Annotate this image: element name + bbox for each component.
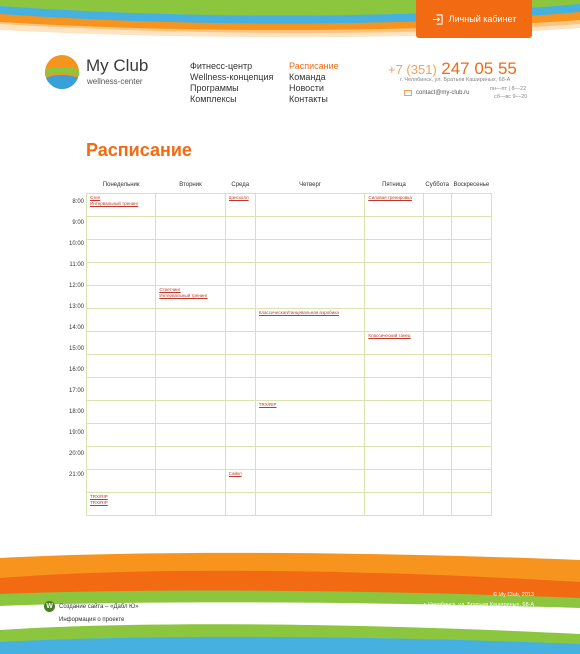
schedule-cell xyxy=(365,378,423,401)
time-label: 21:00 xyxy=(68,472,84,478)
class-link[interactable]: Силовая тренировка xyxy=(368,195,412,200)
schedule-cell xyxy=(451,470,491,493)
time-label: 8:00 xyxy=(72,199,84,205)
schedule-cell xyxy=(225,263,255,286)
schedule-cell xyxy=(423,447,451,470)
schedule-cell xyxy=(156,194,225,217)
footer-nav xyxy=(160,611,462,617)
schedule-cell xyxy=(255,493,365,516)
schedule-cell xyxy=(156,378,225,401)
schedule-cell xyxy=(156,355,225,378)
class-link[interactable]: Классическая/танцевальная аэробика xyxy=(258,310,339,315)
day-header: Пятница xyxy=(382,181,406,188)
class-link[interactable]: Классический танец xyxy=(368,333,411,338)
schedule-cell xyxy=(156,424,225,447)
schedule-cell xyxy=(423,470,451,493)
footer-address: г. Челябинск, ул. Братьев Кашириных, 68-А xyxy=(423,602,534,608)
schedule-cell xyxy=(156,263,225,286)
schedule-cell xyxy=(156,493,225,516)
schedule-cell xyxy=(255,355,365,378)
schedule-cell xyxy=(87,424,156,447)
schedule-cell xyxy=(87,194,156,217)
schedule-row xyxy=(87,470,492,493)
developer-logo-icon: W xyxy=(44,601,55,612)
class-link[interactable]: TRX/RIP xyxy=(90,500,108,505)
schedule-cell xyxy=(451,401,491,424)
footer-nav-item[interactable]: Wellness-концепция xyxy=(244,611,301,617)
schedule-row xyxy=(87,194,492,217)
day-header: Четверг xyxy=(299,181,321,188)
day-header: Воскресенье xyxy=(453,181,490,188)
schedule-cell xyxy=(225,217,255,240)
schedule-cell xyxy=(451,217,491,240)
schedule-cell xyxy=(451,332,491,355)
schedule-cell xyxy=(87,309,156,332)
schedule-cell xyxy=(451,194,491,217)
schedule-cell xyxy=(225,493,255,516)
logo-icon[interactable] xyxy=(44,54,80,90)
class-link[interactable]: Стретчинг xyxy=(159,287,181,292)
schedule-cell xyxy=(156,240,225,263)
envelope-icon xyxy=(404,90,412,96)
schedule-cell xyxy=(423,309,451,332)
footer-copyright-block xyxy=(410,592,534,608)
schedule-cell xyxy=(451,493,491,516)
schedule-header-row xyxy=(87,176,492,194)
schedule-cell xyxy=(423,263,451,286)
schedule-cell xyxy=(423,217,451,240)
schedule-cell xyxy=(87,286,156,309)
day-header: Суббота xyxy=(425,181,449,188)
schedule-cell xyxy=(365,263,423,286)
nav-item-team[interactable]: Команда xyxy=(289,72,326,82)
schedule-cell xyxy=(423,240,451,263)
phone-code: +7 (351) xyxy=(388,62,437,77)
schedule-cell xyxy=(255,309,365,332)
phone-main: 247 05 55 xyxy=(441,59,517,78)
logo-title[interactable]: My Club xyxy=(86,56,149,75)
schedule-cell xyxy=(225,309,255,332)
schedule-row xyxy=(87,240,492,263)
schedule-cell xyxy=(255,401,365,424)
footer-nav-item[interactable]: Расписание xyxy=(206,611,240,617)
schedule-cell xyxy=(156,286,225,309)
schedule-cell xyxy=(423,355,451,378)
schedule-cell xyxy=(255,240,365,263)
schedule-cell xyxy=(255,332,365,355)
schedule-cell xyxy=(225,447,255,470)
schedule-cell xyxy=(451,355,491,378)
login-icon xyxy=(432,14,443,25)
schedule-cell xyxy=(451,286,491,309)
logo-subtitle: wellness-center xyxy=(87,77,143,86)
nav-item-wellness[interactable]: Wellness-концепция xyxy=(190,72,274,82)
schedule-cell xyxy=(423,194,451,217)
schedule-cell xyxy=(87,493,156,516)
class-link[interactable]: TRX/RIP xyxy=(258,402,277,407)
schedule-row xyxy=(87,401,492,424)
schedule-cell xyxy=(423,286,451,309)
schedule-cell xyxy=(156,217,225,240)
personal-cabinet-button[interactable] xyxy=(416,0,532,38)
schedule-row xyxy=(87,332,492,355)
schedule-cell xyxy=(365,332,423,355)
nav-item-programs[interactable]: Программы xyxy=(190,83,239,93)
time-label: 12:00 xyxy=(68,283,84,289)
schedule-cell xyxy=(451,263,491,286)
address-text: г. Челябинск, ул. Братьев Кашириных, 68-А xyxy=(400,77,511,83)
schedule-cell xyxy=(225,286,255,309)
schedule-cell xyxy=(365,401,423,424)
schedule-row xyxy=(87,309,492,332)
schedule-row xyxy=(87,263,492,286)
footer-nav-item[interactable]: Программы xyxy=(334,611,367,617)
schedule-cell xyxy=(365,355,423,378)
footer-nav-item[interactable]: Фитнесс-центр xyxy=(160,611,202,617)
nav-item-complexes[interactable]: Комплексы xyxy=(190,94,237,104)
footer-credit-text: Создание сайта – «Дабл Ю» xyxy=(59,603,139,610)
time-label: 16:00 xyxy=(68,367,84,373)
schedule-cell xyxy=(255,263,365,286)
schedule-cell xyxy=(255,194,365,217)
schedule-cell xyxy=(87,355,156,378)
page-title: Расписание xyxy=(86,140,192,160)
schedule-cell xyxy=(87,217,156,240)
schedule-cell xyxy=(156,401,225,424)
schedule-cell xyxy=(87,470,156,493)
schedule-cell xyxy=(255,286,365,309)
schedule-cell xyxy=(87,332,156,355)
personal-cabinet-label: Личный кабинет xyxy=(448,14,517,24)
schedule-cell xyxy=(225,194,255,217)
time-label: 15:00 xyxy=(68,346,84,352)
schedule-cell xyxy=(87,401,156,424)
schedule-cell xyxy=(451,309,491,332)
schedule-cell xyxy=(225,470,255,493)
schedule-row xyxy=(87,355,492,378)
hours-weekend: сб—вс 9—20 xyxy=(494,94,528,100)
schedule-cell xyxy=(255,424,365,447)
time-label: 18:00 xyxy=(68,409,84,415)
schedule-cell xyxy=(156,447,225,470)
schedule-cell xyxy=(225,378,255,401)
schedule-cell xyxy=(156,470,225,493)
footer-nav-item[interactable]: Команда xyxy=(305,611,330,617)
schedule-cell xyxy=(365,447,423,470)
schedule-cell xyxy=(365,217,423,240)
schedule-cell xyxy=(423,401,451,424)
schedule-row xyxy=(87,493,492,516)
day-header: Вторник xyxy=(179,181,202,188)
schedule-cell xyxy=(365,194,423,217)
class-link[interactable]: Сайкл xyxy=(228,471,242,476)
footer-nav-item[interactable]: Комплексы xyxy=(400,611,432,617)
email-link[interactable] xyxy=(404,90,469,96)
schedule-cell xyxy=(225,355,255,378)
schedule-cell xyxy=(156,332,225,355)
schedule-cell xyxy=(423,378,451,401)
class-link[interactable]: Дэнсхолл xyxy=(228,195,249,200)
schedule-cell xyxy=(255,447,365,470)
schedule-cell xyxy=(225,240,255,263)
footer-nav-item[interactable]: Новости xyxy=(371,611,396,617)
nav-item-schedule[interactable]: Расписание xyxy=(289,61,339,71)
time-label: 13:00 xyxy=(68,304,84,310)
class-link[interactable]: Интервальный тренинг xyxy=(159,293,208,298)
schedule-cell xyxy=(423,424,451,447)
schedule-cell xyxy=(451,424,491,447)
class-link[interactable]: Интервальный тренинг xyxy=(90,201,139,206)
schedule-cell xyxy=(87,263,156,286)
schedule-cell xyxy=(225,401,255,424)
schedule-cell xyxy=(451,447,491,470)
schedule-cell xyxy=(423,332,451,355)
schedule-cell xyxy=(423,493,451,516)
nav-item-news[interactable]: Новости xyxy=(289,83,324,93)
schedule-cell xyxy=(365,286,423,309)
schedule-cell xyxy=(365,470,423,493)
schedule-cell xyxy=(365,493,423,516)
day-header: Среда xyxy=(231,181,250,188)
schedule-cell xyxy=(156,309,225,332)
schedule-cell xyxy=(365,240,423,263)
schedule-table xyxy=(86,176,492,516)
schedule-row xyxy=(87,447,492,470)
schedule-cell xyxy=(87,378,156,401)
schedule-cell xyxy=(255,217,365,240)
footer-credit-link[interactable] xyxy=(44,601,139,612)
schedule-cell xyxy=(365,309,423,332)
class-link[interactable]: Степ xyxy=(90,195,101,200)
nav-item-fitness[interactable]: Фитнесс-центр xyxy=(190,61,253,71)
phone-number[interactable] xyxy=(388,59,517,79)
schedule-cell xyxy=(225,424,255,447)
time-label: 14:00 xyxy=(68,325,84,331)
time-label: 10:00 xyxy=(68,241,84,247)
time-label: 9:00 xyxy=(72,220,84,226)
schedule-cell xyxy=(365,424,423,447)
time-label: 19:00 xyxy=(68,430,84,436)
day-header: Понедельник xyxy=(102,181,140,188)
time-label: 11:00 xyxy=(69,262,84,268)
time-label: 20:00 xyxy=(68,451,84,457)
footer-nav-item[interactable]: Контакты xyxy=(436,611,463,617)
schedule-cell xyxy=(87,447,156,470)
schedule-cell xyxy=(451,240,491,263)
schedule-row xyxy=(87,424,492,447)
schedule-cell xyxy=(225,332,255,355)
nav-item-contacts[interactable]: Контакты xyxy=(289,94,328,104)
email-text: contact@my-club.ru xyxy=(416,90,470,96)
hours-weekdays: пн—пт | 8—22 xyxy=(490,86,527,92)
footer-copyright: © My Club, 2013 xyxy=(492,592,534,598)
schedule-row xyxy=(87,378,492,401)
schedule-cell xyxy=(255,378,365,401)
class-link[interactable]: TRX/RIP xyxy=(90,494,108,499)
schedule-cell xyxy=(451,378,491,401)
schedule-row xyxy=(87,217,492,240)
time-label: 17:00 xyxy=(68,388,84,394)
schedule-cell xyxy=(255,470,365,493)
schedule-row xyxy=(87,286,492,309)
footer-project-info-link[interactable]: Информация о проекте xyxy=(59,617,125,623)
schedule-cell xyxy=(87,240,156,263)
